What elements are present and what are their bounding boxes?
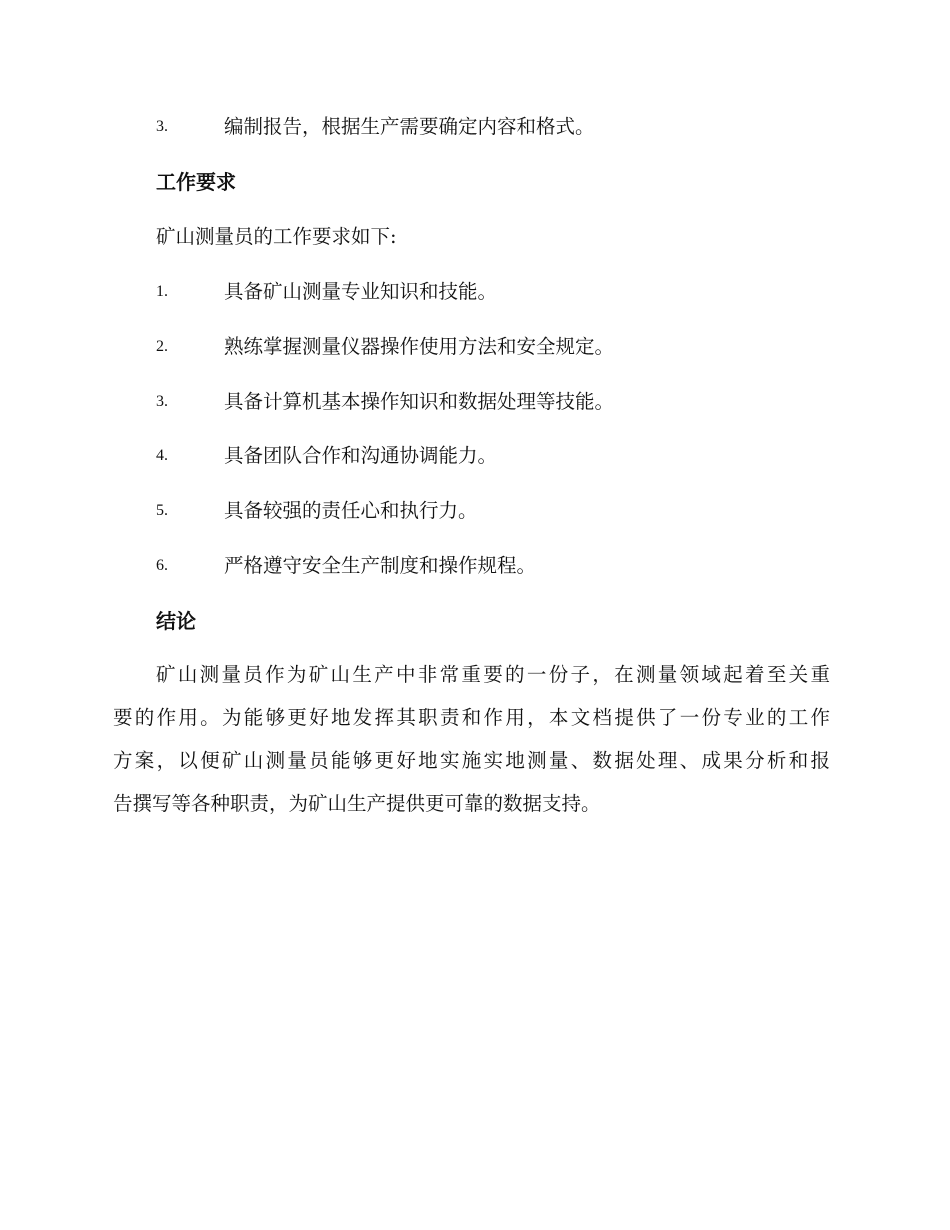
paragraph-line: 告撰写等各种职责，为矿山生产提供更可靠的数据支持。: [113, 792, 601, 815]
paragraph-line: 要的作用。为能够更好地发挥其职责和作用，本文档提供了一份专业的工作: [113, 706, 830, 729]
list-item: [0, 387, 950, 417]
list-item: [0, 112, 950, 142]
list-item: [0, 441, 950, 471]
list-item-number: 3.: [156, 118, 168, 135]
list-item-number: 5.: [156, 502, 168, 519]
list-item-text: 熟练掌握测量仪器操作使用方法和安全规定。: [224, 335, 615, 358]
list-item-number: 4.: [156, 447, 168, 464]
list-item-number: 6.: [156, 557, 168, 574]
list-item-number: 3.: [156, 393, 168, 410]
list-item: [0, 277, 950, 307]
list-item-number: 2.: [156, 338, 168, 355]
list-item-text: 编制报告，根据生产需要确定内容和格式。: [224, 115, 595, 138]
section-heading-conclusion: 结论: [156, 609, 196, 633]
list-item: [0, 496, 950, 526]
list-item: [0, 332, 950, 362]
paragraph-line: 方案，以便矿山测量员能够更好地实施实地测量、数据处理、成果分析和报: [113, 749, 830, 772]
list-item-number: 1.: [156, 283, 168, 300]
requirements-intro: 矿山测量员的工作要求如下:: [156, 225, 397, 248]
paragraph-line: 矿山测量员作为矿山生产中非常重要的一份子，在测量领域起着至关重: [156, 663, 830, 686]
list-item-text: 严格遵守安全生产制度和操作规程。: [224, 554, 537, 577]
list-item-text: 具备矿山测量专业知识和技能。: [224, 280, 498, 303]
list-item-text: 具备计算机基本操作知识和数据处理等技能。: [224, 390, 615, 413]
list-item: [0, 551, 950, 581]
section-heading-requirements: 工作要求: [156, 170, 236, 194]
list-item-text: 具备较强的责任心和执行力。: [224, 499, 478, 522]
list-item-text: 具备团队合作和沟通协调能力。: [224, 444, 498, 467]
